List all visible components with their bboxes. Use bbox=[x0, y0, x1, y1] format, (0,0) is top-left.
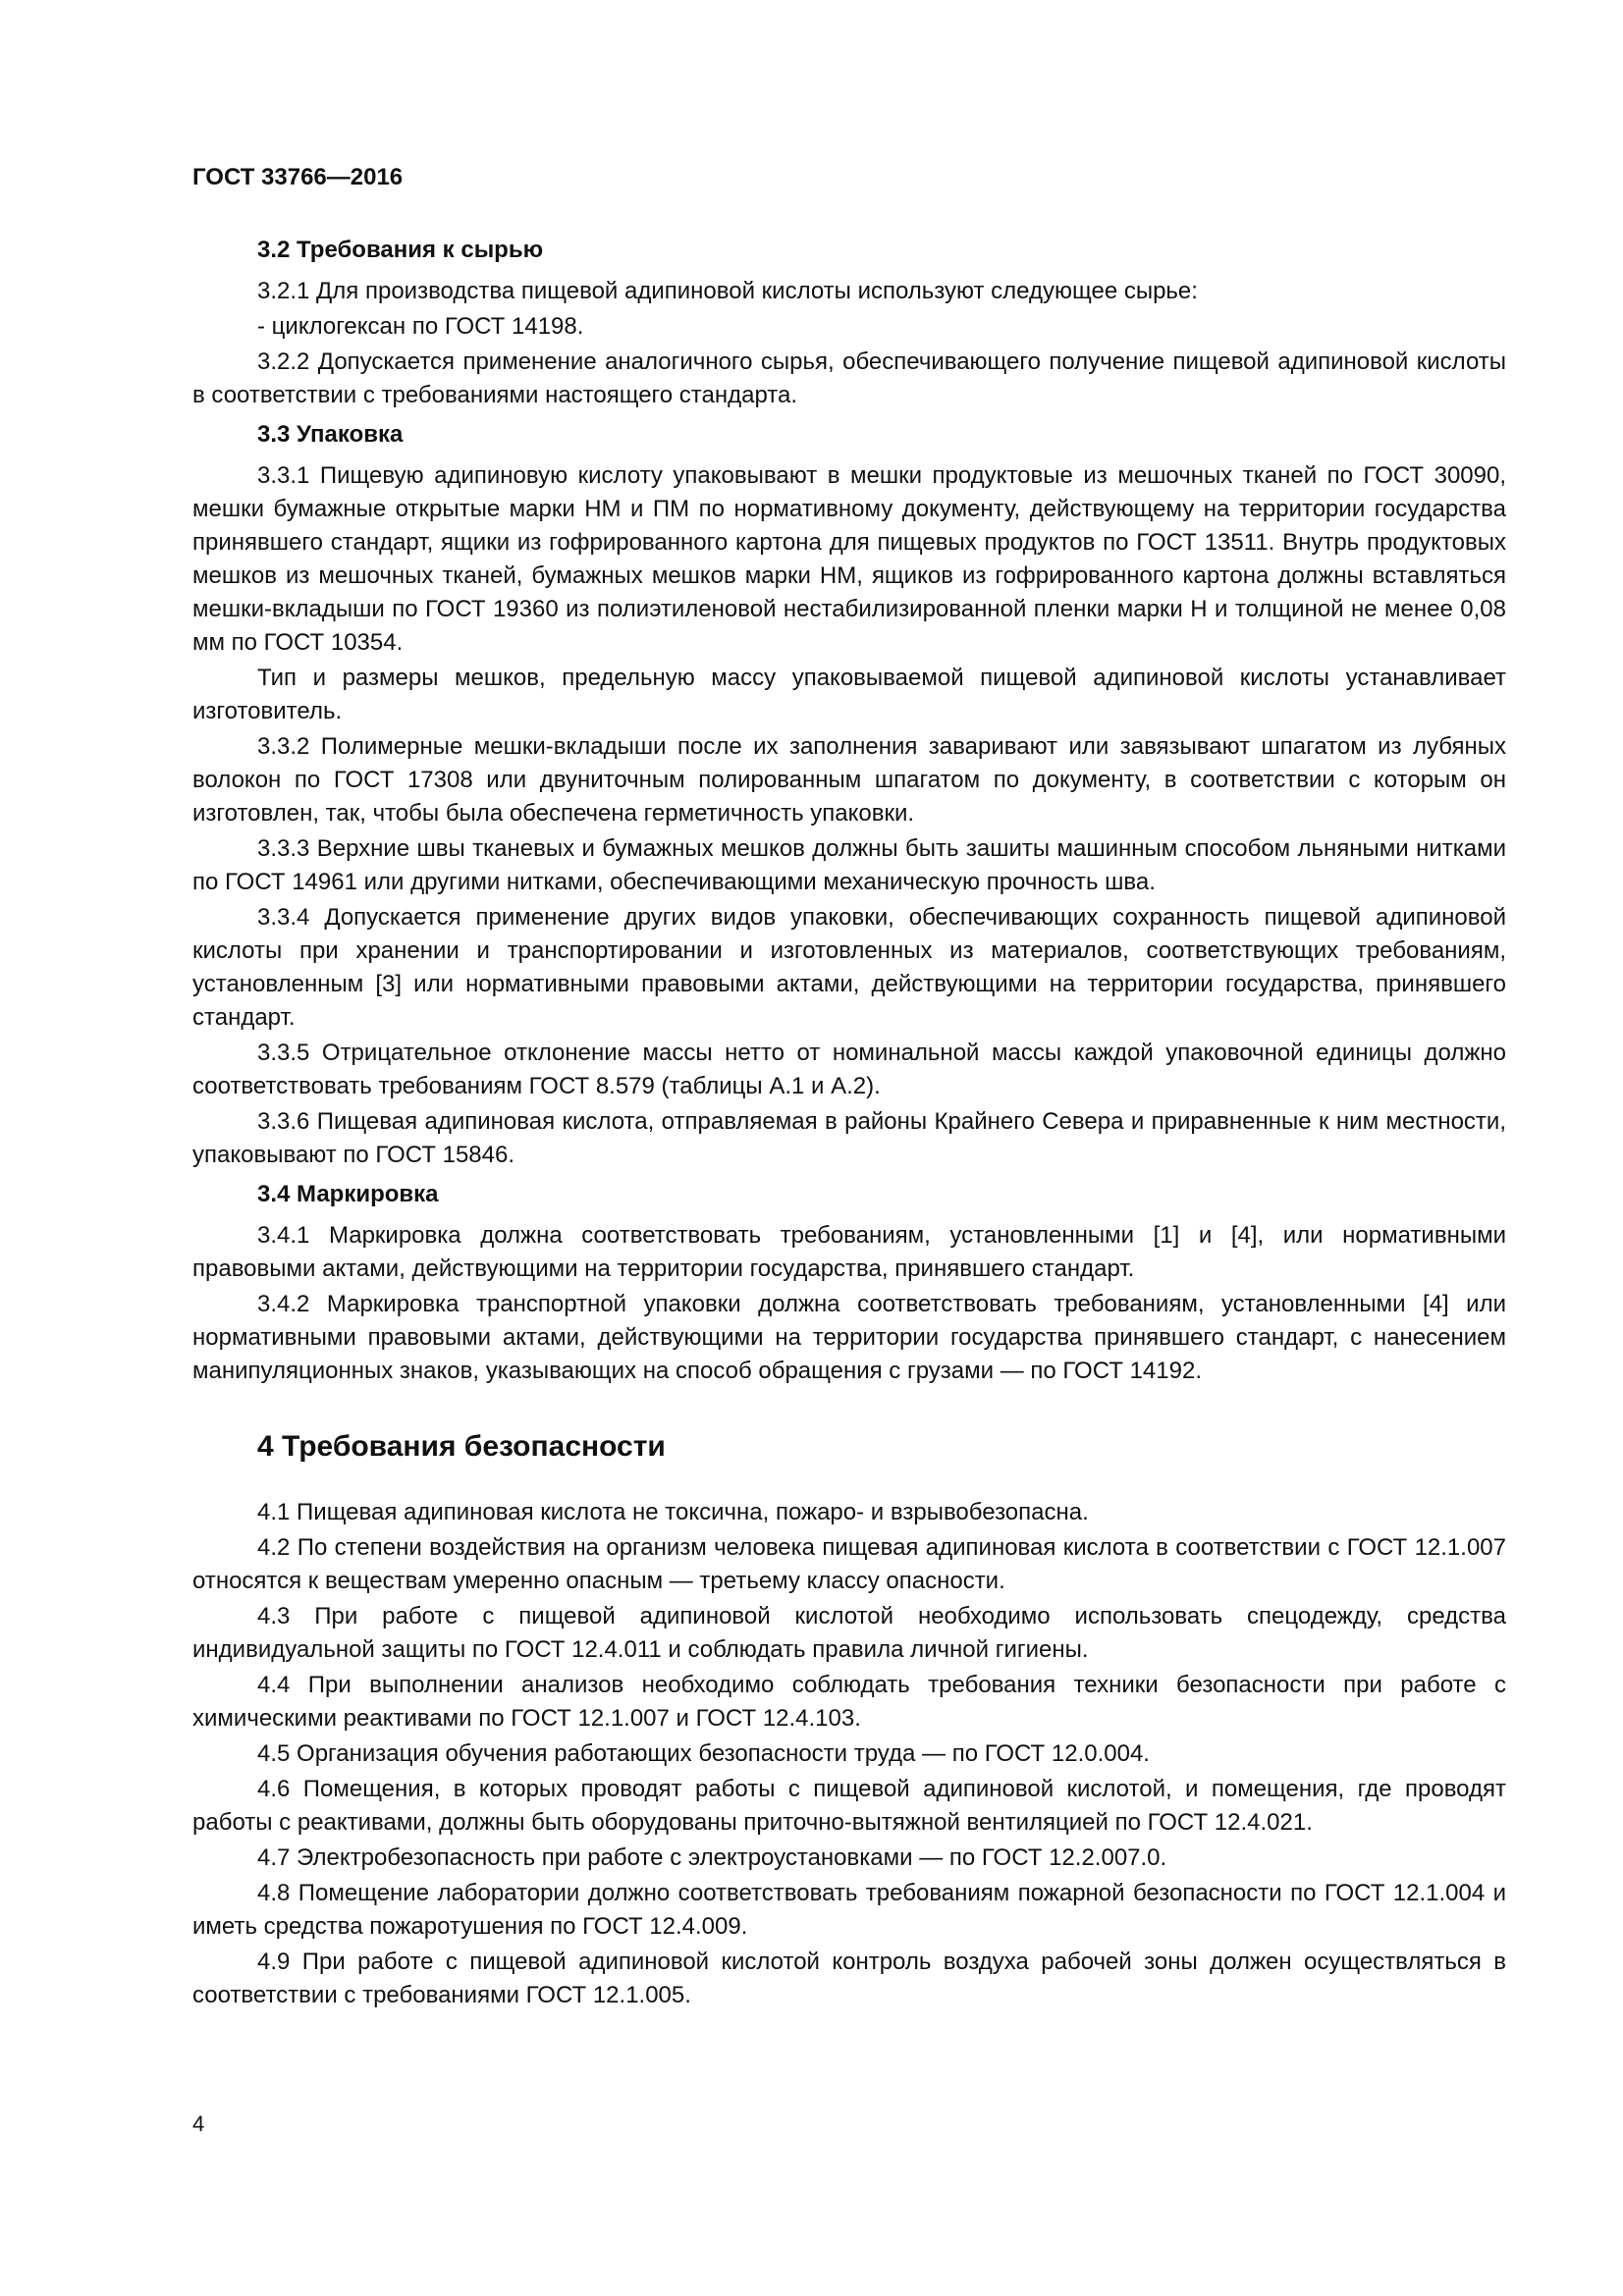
subsection-heading-3-4: 3.4 Маркировка bbox=[257, 1181, 439, 1207]
paragraph-3-2-2: 3.2.2 Допускается применение аналогичного сырья, обеспечивающего получение пищевой адипиновой кислоты в соответствии с требованиями настоящего стандарта. bbox=[192, 348, 1506, 408]
paragraph-3-3-3: 3.3.3 Верхние швы тканевых и бумажных мешков должны быть зашиты машинным способом льняными нитками по ГОСТ 14961 или другими нитками, обеспечивающими механическую прочность шва. bbox=[192, 835, 1506, 895]
paragraph-4-7: 4.7 Электробезопасность при работе с электроустановками — по ГОСТ 12.2.007.0. bbox=[257, 1844, 1167, 1871]
page-number: 4 bbox=[192, 2111, 205, 2136]
doc-code: ГОСТ 33766—2016 bbox=[192, 164, 404, 190]
paragraph-3-3-4: 3.3.4 Допускается применение других видов упаковки, обеспечивающих сохранность пищевой адипиновой кислоты при хранении и транспортировании и изготовленных из материалов, соответствующих требованиям, установленным [3] или нормативными правовыми актами, действующими на территории государства, принявшего стандарт. bbox=[192, 904, 1506, 1031]
subsection-heading-3-3: 3.3 Упаковка bbox=[257, 421, 404, 448]
paragraph-4-5: 4.5 Организация обучения работающих безопасности труда — по ГОСТ 12.0.004. bbox=[257, 1740, 1150, 1767]
paragraph-3-3-1: 3.3.1 Пищевую адипиновую кислоту упаковывают в мешки продуктовые из мешочных тканей по ГОСТ 30090, мешки бумажные открытые марки НМ и ПМ по нормативному документу, действующему на территории государства принявшего стандарт, ящики из гофрированного картона для пищевых продуктов по ГОСТ 13511. Внутрь продуктовых мешков из мешочных тканей, бумажных мешков марки НМ, ящиков из гофрированного картона должны вставляться мешки-вкладыши по ГОСТ 19360 из полиэтиленовой нестабилизированной пленки марки Н и толщиной не менее 0,08 мм по ГОСТ 10354. bbox=[192, 462, 1506, 656]
paragraph-4-2: 4.2 По степени воздействия на организм человека пищевая адипиновая кислота в соответствии с ГОСТ 12.1.007 относятся к веществам умеренно опасным — третьему классу опасности. bbox=[192, 1534, 1506, 1594]
subsection-heading-3-2: 3.2 Требования к сырью bbox=[257, 237, 544, 263]
paragraph-4-4: 4.4 При выполнении анализов необходимо соблюдать требования техники безопасности при работе с химическими реактивами по ГОСТ 12.1.007 и ГОСТ 12.4.103. bbox=[192, 1672, 1506, 1732]
paragraph-3-3-1-b: Тип и размеры мешков, предельную массу упаковываемой пищевой адипиновой кислоты устанавливает изготовитель. bbox=[192, 665, 1506, 724]
paragraph-3-4-1: 3.4.1 Маркировка должна соответствовать требованиям, установленными [1] и [4], или нормативными правовыми актами, действующими на территории государства, принявшего стандарт. bbox=[192, 1222, 1506, 1282]
paragraph-3-3-2: 3.3.2 Полимерные мешки-вкладыши после их заполнения заваривают или завязывают шпагатом из лубяных волокон по ГОСТ 17308 или двуниточным полированным шпагатом по документу, в соответствии с которым он изготовлен, так, чтобы была обеспечена герметичность упаковки. bbox=[192, 733, 1506, 827]
section-heading-4: 4 Требования безопасности bbox=[257, 1430, 666, 1463]
paragraph-3-3-5: 3.3.5 Отрицательное отклонение массы нетто от номинальной массы каждой упаковочной единицы должно соответствовать требованиям ГОСТ 8.579 (таблицы А.1 и А.2). bbox=[192, 1040, 1506, 1099]
paragraph-4-6: 4.6 Помещения, в которых проводят работы с пищевой адипиновой кислотой, и помещения, где проводят работы с реактивами, должны быть оборудованы приточно-вытяжной вентиляцией по ГОСТ 12.4.021. bbox=[192, 1776, 1506, 1836]
paragraph-3-4-2: 3.4.2 Маркировка транспортной упаковки должна соответствовать требованиям, установленными [4] или нормативными правовыми актами, действующими на территории государства принявшего стандарт, с нанесением манипуляционных знаков, указывающих на способ обращения с грузами — по ГОСТ 14192. bbox=[192, 1291, 1506, 1384]
paragraph-4-8: 4.8 Помещение лаборатории должно соответствовать требованиям пожарной безопасности по ГОСТ 12.1.004 и иметь средства пожаротушения по ГОСТ 12.4.009. bbox=[192, 1880, 1506, 1940]
paragraph-4-1: 4.1 Пищевая адипиновая кислота не токсична, пожаро- и взрывобезопасна. bbox=[257, 1499, 1089, 1525]
paragraph-3-2-1-item: - циклогексан по ГОСТ 14198. bbox=[257, 313, 584, 340]
paragraph-4-3: 4.3 При работе с пищевой адипиновой кислотой необходимо использовать спецодежду, средства индивидуальной защиты по ГОСТ 12.4.011 и соблюдать правила личной гигиены. bbox=[192, 1603, 1506, 1663]
paragraph-4-9: 4.9 При работе с пищевой адипиновой кислотой контроль воздуха рабочей зоны должен осуществляться в соответствии с требованиями ГОСТ 12.1.005. bbox=[192, 1949, 1506, 2008]
document-body bbox=[192, 228, 1506, 2014]
paragraph-3-2-1: 3.2.1 Для производства пищевой адипиновой кислоты используют следующее сырье: bbox=[257, 278, 1198, 304]
paragraph-3-3-6: 3.3.6 Пищевая адипиновая кислота, отправляемая в районы Крайнего Севера и приравненные к ним местности, упаковывают по ГОСТ 15846. bbox=[192, 1108, 1506, 1168]
